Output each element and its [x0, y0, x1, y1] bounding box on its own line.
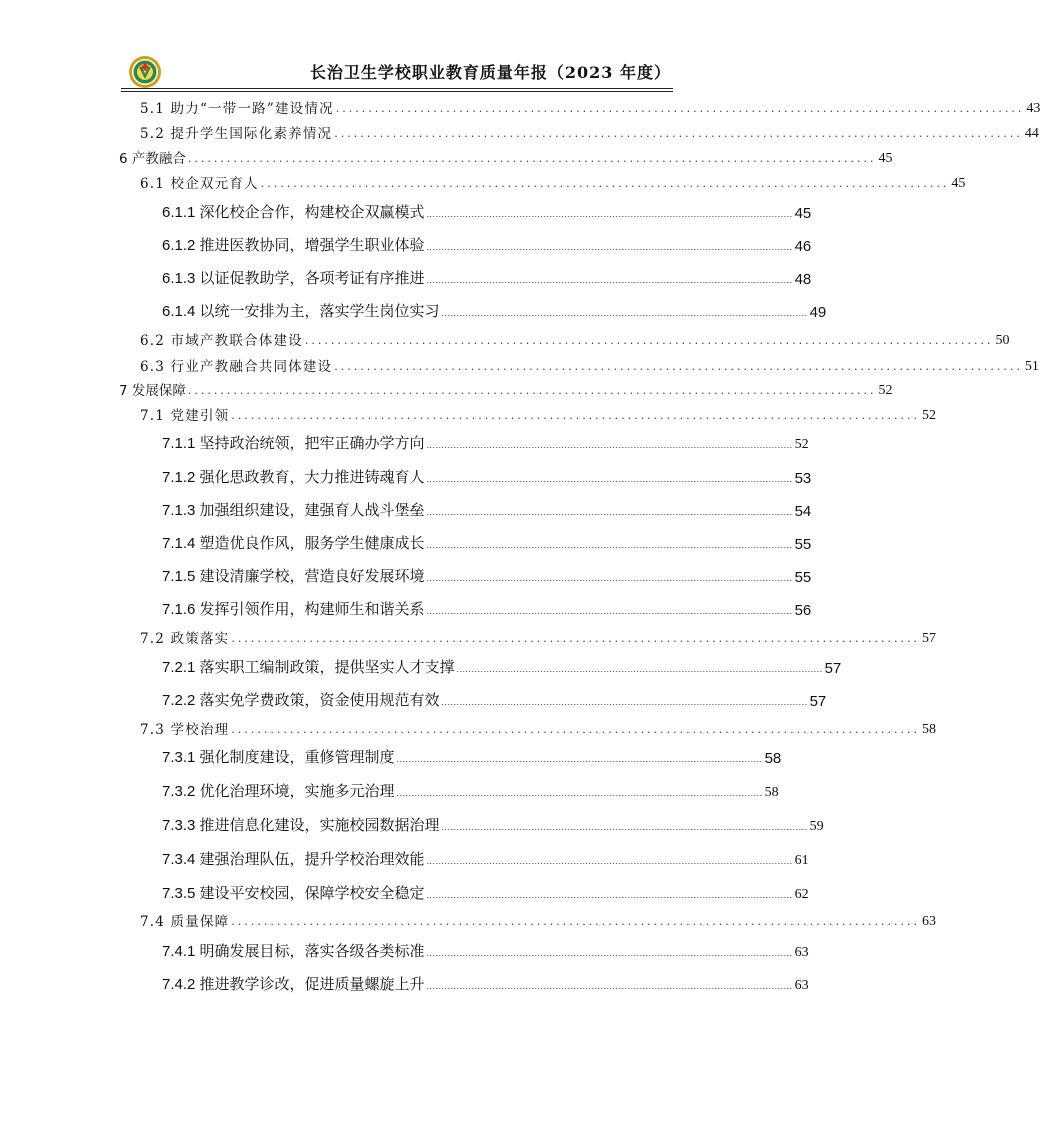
toc-leader-dots: ..........................................................................................................................	[456, 664, 823, 674]
toc-leader-dots: ..........................................................................................................	[231, 409, 921, 422]
toc-entry-page: 44	[1024, 126, 1039, 141]
toc-leader-dots: ..........................................................................................................................	[441, 697, 808, 707]
toc-entry-page: 62	[794, 887, 809, 902]
toc-entry[interactable]	[140, 404, 937, 424]
toc-entry-title: 7.4.1 明确发展目标，落实各级各类标准	[162, 943, 425, 960]
toc-entry-page: 52	[794, 437, 809, 452]
toc-leader-dots: ..........................................................................................................................	[441, 308, 808, 318]
toc-entry[interactable]	[140, 910, 937, 930]
toc-leader-dots: ..........................................................................................................................	[426, 540, 793, 550]
toc-entry-page: 54	[794, 503, 812, 520]
toc-leader-dots: ..........................................................................................................	[231, 632, 921, 645]
toc-entry[interactable]	[162, 940, 809, 961]
toc-entry-title: 6.2 市域产教联合体建设	[140, 333, 303, 349]
toc-entry-page: 55	[794, 569, 812, 586]
toc-entry[interactable]	[140, 627, 937, 647]
toc-leader-dots: ..........................................................................................................	[231, 915, 921, 928]
toc-leader-dots: ..........................................................................................................	[260, 177, 950, 190]
toc-entry-title: 7.1.6 发挥引领作用，构建师生和谐关系	[162, 601, 425, 618]
toc-entry-title: 7.3.1 强化制度建设，重修管理制度	[162, 749, 395, 766]
toc-entry-title: 7.1.3 加强组织建设，建强育人战斗堡垒	[162, 502, 425, 519]
toc-entry-title: 6.1.4 以统一安排为主，落实学生岗位实习	[162, 303, 440, 320]
toc-entry-title: 7.1.2 强化思政教育，大力推进铸魂育人	[162, 469, 425, 486]
toc-leader-dots: ..........................................................................................................................	[426, 275, 793, 285]
toc-entry[interactable]	[119, 379, 893, 399]
toc-entry-page: 63	[794, 978, 809, 993]
toc-entry-title: 7.1.1 坚持政治统领，把牢正确办学方向	[162, 435, 425, 452]
toc-entry-title: 7.3.3 推进信息化建设，实施校园数据治理	[162, 817, 440, 834]
toc-entry-page: 53	[794, 470, 812, 487]
toc-entry-title: 5.2 提升学生国际化素养情况	[140, 126, 333, 142]
toc-entry-page: 58	[764, 750, 782, 767]
toc-entry-title: 7.3.4 建强治理队伍，提升学校治理效能	[162, 851, 425, 868]
toc-entry-title: 7.1.5 建设清廉学校，营造良好发展环境	[162, 568, 425, 585]
toc-entry[interactable]	[162, 201, 812, 222]
toc-leader-dots: ..........................................................................................................................	[441, 822, 808, 832]
toc-entry-title: 7.3.5 建设平安校园，保障学校安全稳定	[162, 885, 425, 902]
toc-entry-page: 55	[794, 536, 812, 553]
toc-leader-dots: ..........................................................................................................	[334, 127, 1023, 140]
toc-entry-title: 7.4.2 推进教学诊改，促进质量螺旋上升	[162, 976, 425, 993]
toc-leader-dots: ..........................................................................................................	[335, 102, 1025, 115]
toc-entry[interactable]	[162, 499, 812, 520]
toc-entry[interactable]	[162, 300, 827, 321]
toc-entry[interactable]	[162, 532, 812, 553]
toc-entry[interactable]	[140, 329, 1010, 349]
header-divider-thin	[121, 91, 673, 92]
toc-entry-page: 63	[794, 945, 809, 960]
page-header-title: 长治卫生学校职业教育质量年报（2023 年度）	[309, 63, 671, 82]
toc-entry[interactable]	[162, 656, 842, 677]
toc-entry-page: 51	[1024, 359, 1039, 374]
toc-leader-dots: ..........................................................................................................................	[426, 573, 793, 583]
toc-entry[interactable]	[140, 97, 1040, 117]
toc-entry[interactable]	[119, 147, 893, 167]
toc-entry[interactable]	[162, 780, 779, 801]
toc-entry-page: 43	[1026, 101, 1040, 116]
toc-entry[interactable]	[162, 598, 812, 619]
toc-entry[interactable]	[140, 718, 937, 738]
toc-entry-page: 58	[922, 722, 937, 737]
toc-entry[interactable]	[162, 432, 809, 453]
toc-entry-title: 7.2.1 落实职工编制政策，提供坚实人才支撑	[162, 659, 455, 676]
toc-entry-title: 7.4 质量保障	[140, 914, 230, 930]
toc-entry[interactable]	[162, 882, 809, 903]
toc-entry-title: 7.3.2 优化治理环境，实施多元治理	[162, 783, 395, 800]
toc-entry[interactable]	[162, 814, 824, 835]
toc-entry[interactable]	[140, 122, 1039, 142]
toc-entry-page: 58	[764, 785, 779, 800]
toc-entry-page: 52	[878, 383, 893, 398]
toc-entry[interactable]	[162, 267, 812, 288]
toc-entry-title: 7.2 政策落实	[140, 631, 230, 647]
toc-entry[interactable]	[162, 973, 809, 994]
toc-leader-dots: ..........................................................................................................................	[426, 948, 793, 958]
toc-leader-dots: ..........................................................................................................	[187, 384, 877, 397]
toc-leader-dots: ..........................................................................................................................	[426, 474, 793, 484]
toc-entry[interactable]	[140, 355, 1039, 375]
toc-entry-page: 45	[951, 176, 966, 191]
toc-entry-page: 45	[878, 151, 893, 166]
toc-entry[interactable]	[162, 466, 812, 487]
toc-entry[interactable]	[162, 234, 812, 255]
toc-leader-dots: ..........................................................................................................................	[426, 242, 793, 252]
toc-leader-dots: ..........................................................................................................	[334, 360, 1023, 373]
toc-entry-page: 56	[794, 602, 812, 619]
toc-entry-title: 6.3 行业产教融合共同体建设	[140, 359, 333, 375]
toc-entry-title: 7 发展保障	[119, 383, 186, 399]
toc-entry-title: 6.1.1 深化校企合作，构建校企双赢模式	[162, 204, 425, 221]
toc-leader-dots: ..........................................................................................................................	[396, 754, 763, 764]
toc-entry-page: 49	[809, 304, 827, 321]
toc-leader-dots: ..........................................................................................................................	[426, 856, 793, 866]
toc-entry-title: 6 产教融合	[119, 151, 186, 167]
toc-entry-page: 57	[824, 660, 842, 677]
toc-entry-title: 7.3 学校治理	[140, 722, 230, 738]
toc-leader-dots: ..........................................................................................................................	[426, 981, 793, 991]
toc-leader-dots: ..........................................................................................................................	[396, 788, 763, 798]
toc-entry-page: 46	[794, 238, 812, 255]
toc-leader-dots: ..........................................................................................................	[231, 723, 921, 736]
toc-entry-page: 59	[809, 819, 824, 834]
toc-entry-page: 45	[794, 205, 812, 222]
toc-entry[interactable]	[162, 746, 782, 767]
toc-entry-page: 50	[995, 333, 1010, 348]
school-emblem-icon	[128, 55, 162, 89]
toc-entry[interactable]	[162, 848, 809, 869]
toc-entry-title: 7.1.4 塑造优良作风，服务学生健康成长	[162, 535, 425, 552]
toc-leader-dots: ..........................................................................................................................	[426, 507, 793, 517]
toc-entry[interactable]	[162, 689, 827, 710]
toc-leader-dots: ..........................................................................................................................	[426, 209, 793, 219]
toc-leader-dots: ..........................................................................................................................	[426, 606, 793, 616]
toc-entry-page: 57	[922, 631, 937, 646]
toc-entry-page: 57	[809, 693, 827, 710]
header-divider	[121, 88, 673, 89]
toc-leader-dots: ..........................................................................................................	[187, 152, 877, 165]
toc-entry-title: 5.1 助力“一带一路”建设情况	[140, 101, 334, 117]
toc-entry-page: 48	[794, 271, 812, 288]
toc-entry-page: 61	[794, 853, 809, 868]
toc-entry-title: 6.1 校企双元育人	[140, 176, 259, 192]
toc-entry[interactable]	[162, 565, 812, 586]
toc-entry-page: 52	[922, 408, 937, 423]
toc-leader-dots: ..........................................................................................................................	[426, 440, 793, 450]
toc-entry-title: 6.1.3 以证促教助学，各项考证有序推进	[162, 270, 425, 287]
toc-leader-dots: ..........................................................................................................................	[426, 890, 793, 900]
toc-entry-title: 6.1.2 推进医教协同，增强学生职业体验	[162, 237, 425, 254]
toc-leader-dots: ..........................................................................................................	[304, 334, 994, 347]
toc-entry-page: 63	[922, 914, 937, 929]
toc-entry-title: 7.1 党建引领	[140, 408, 230, 424]
toc-entry-title: 7.2.2 落实免学费政策，资金使用规范有效	[162, 692, 440, 709]
toc-entry[interactable]	[140, 172, 966, 192]
